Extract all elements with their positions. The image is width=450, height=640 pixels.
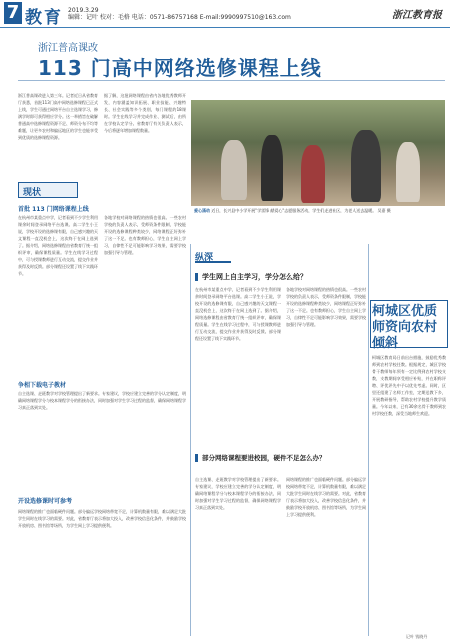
column-1-text: 在杭州市某重点中学，记者看到不少学生利用课余时间登录网络平台选课。高二学生小王说，学校开设的选修课有限，自己感兴趣的天文课程一直没机会上，这次终于在网上选到了。据介绍，网络选修课程由省教育厅统一组织评审，确保课程质量。学生在线学习过程中，可与授课教师进行互动交流，提交作业并获得及时反馈。部分课程还设置了线下实践环节。 <box>18 215 98 276</box>
article-kicker: 浙江普高课改 <box>38 43 98 54</box>
news-photo <box>191 100 445 206</box>
title-bar-icon-2 <box>195 454 198 462</box>
sidebar-rule <box>368 244 369 636</box>
subhead-kaishe: 开设选修课时可参考 <box>18 498 73 505</box>
subhead-shouge: 首批 113 门网络课程上线 <box>18 206 89 213</box>
newspaper-name: 浙江教育报 <box>392 10 442 21</box>
lead-paragraph: 浙江普高课改进入第三年。记者近日从省教育厅获悉，首批113门高中网络选修课程已正式上线，学生可通过网络平台自主选课学习，修满学时即可获得相应学分。这一举措旨在破解普通高中选修课程资源不足、师资分布不均等难题，让更多农村和偏远地区的学生也能享受到优质的选修课程资源。 <box>18 93 98 140</box>
headline-divider <box>18 80 445 81</box>
zongshen-text-2: 各地学校对网络课程的热情也很高。一些农村学校的负责人表示，受师资条件限制，学校能开设的选修课程种类较少，网络课程正好弥补了这一不足。也有教师担心，学生自主网上学习，自律性不足可能影响学习效果，需要学校加强引导与管理。 <box>286 287 366 327</box>
section-title: 教育 <box>25 8 63 28</box>
subhead-zhengqu: 争相下载电子教材 <box>18 382 67 389</box>
sidebar-text: 柯城区教育局日前出台措施，鼓励优秀教师到农村学校任教。根据规定，城区学校骨干教师每年须有一定比例到农村学校支教，支教期间享受相应补贴，并在职称评聘、评优评先中予以优先考虑。同时，区里还组建了名师工作室，定期送教下乡，开展教研指导，帮助农村学校提升教学质量。今年以来，已有30余名骨干教师到农村学校任教，深受当地师生欢迎。 <box>372 355 446 416</box>
zongshen-text-3: 自主选课、走班教学对学校管理提出了新要求。专家建议，学校应建立完善的学分认定制度，明确网络课程学分与校本课程学分的衔接办法，同时加强对学生学习过程的监督，确保网络课程学习真正落到实处。 <box>195 477 281 510</box>
article-headline: 113 门高中网络选修课程上线 <box>38 56 322 80</box>
sidebar-author: 记叶 钱晓丹 <box>406 634 428 639</box>
sidebar-headline: 柯城区优质师资向农村倾斜 <box>372 304 438 351</box>
photo-caption-text: 近日，长兴县中小学开展"学雷锋 献爱心"志愿服务活动，学生们走进社区，为老人送去温暖。 <box>211 208 377 213</box>
column-4-text: 网络课程的推广也面临硬件问题。部分偏远学校网络带宽不足，计算机数量有限，难以满足大批学生同时在线学习的需要。对此，省教育厅表示将加大投入，改善学校信息化条件，并鼓励学校开放机房、图书馆等场所，为学生网上学习提供便利。 <box>18 509 186 528</box>
header-contact: 编辑：记叶 校对：毛格 电话：0571-86757168 E-mail:9990997510@163.com <box>68 14 291 21</box>
column-2-text: 各地学校对网络课程的热情也很高。一些农村学校的负责人表示，受师资条件限制，学校能开设的选修课程种类较少，网络课程正好弥补了这一不足。也有教师担心，学生自主网上学习，自律性不足可能影响学习效果，需要学校加强引导与管理。 <box>104 215 186 255</box>
lead-paragraph-2: 据了解，这批网络课程由省内各地优秀教师开发，内容涵盖知识拓展、职业技能、兴趣特长、社会实践等多个类别，每门课程约18课时。学生在线学习并完成作业、测试后，由所在学校认定学分。省教育厅有关负责人表示，今后将逐年增加课程数量。 <box>104 93 186 133</box>
zongshen-text-4: 网络课程的推广也面临硬件问题。部分偏远学校网络带宽不足，计算机数量有限，难以满足大批学生同时在线学习的需要。对此，省教育厅表示将加大投入，改善学校信息化条件，并鼓励学校开放机房、图书馆等场所，为学生网上学习提供便利。 <box>286 477 366 517</box>
header-date: 2019.3.29 <box>68 7 99 14</box>
photo-caption <box>194 208 444 214</box>
section-xianzhuang: 现状 <box>18 182 78 198</box>
column-title-1: 学生网上自主学习，学分怎么给？ <box>195 272 307 282</box>
photo-title: 爱心涌动 <box>194 208 210 213</box>
column-3-text: 自主选课、走班教学对学校管理提出了新要求。专家建议，学校应建立完善的学分认定制度，明确网络课程学分与校本课程学分的衔接办法，同时加强对学生学习过程的监督，确保网络课程学习真正落到实处。 <box>18 391 186 410</box>
header-meta <box>68 7 298 21</box>
zongshen-text-1: 在杭州市某重点中学，记者看到不少学生利用课余时间登录网络平台选课。高二学生小王说，学校开设的选修课有限，自己感兴趣的天文课程一直没机会上，这次终于在网上选到了。据介绍，网络选修课程由省教育厅统一组织评审，确保课程质量。学生在线学习过程中，可与授课教师进行互动交流，提交作业并获得及时反馈。部分课程还设置了线下实践环节。 <box>195 287 281 341</box>
column-rule <box>190 244 191 636</box>
page-number: 7 <box>4 2 22 24</box>
title-bar-icon <box>195 273 198 281</box>
page-header <box>0 0 450 28</box>
column-title-2: 部分网络课程要进校园，硬件不足怎么办？ <box>195 454 365 463</box>
section-zongshen: 纵深 <box>195 250 231 263</box>
photo-credit: 吴嘉 摄 <box>377 208 391 213</box>
